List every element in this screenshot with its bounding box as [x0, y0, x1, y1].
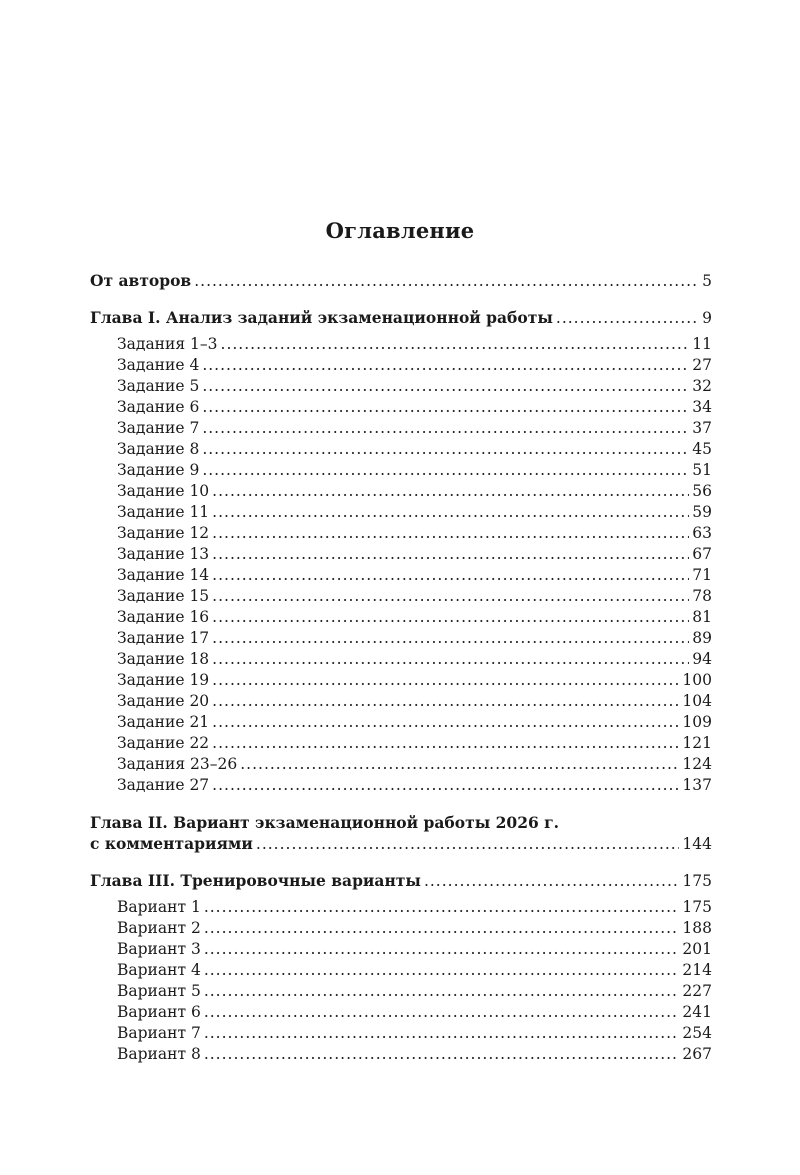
- toc-entry-label: Задание 22: [117, 734, 210, 752]
- toc-entry-label: Вариант 1: [117, 898, 201, 916]
- toc-entry-page: 37: [692, 419, 712, 437]
- toc-entry[interactable]: [90, 712, 712, 733]
- toc-entry-label: Задание 4: [117, 356, 200, 374]
- dot-leader: [204, 897, 680, 918]
- toc-entry-page: 63: [692, 524, 712, 542]
- toc-entry-label: Задание 13: [117, 545, 210, 563]
- toc-entry-label: Вариант 4: [117, 961, 201, 979]
- page-title: Оглавление: [325, 218, 475, 243]
- dot-leader: [256, 834, 680, 855]
- toc-chapter-page: 175: [682, 872, 712, 890]
- toc-chapter-page: 144: [682, 835, 712, 853]
- toc-entry[interactable]: [90, 754, 712, 775]
- toc-entry-label: Задание 18: [117, 650, 210, 668]
- toc-entry[interactable]: [90, 439, 712, 460]
- toc-entry[interactable]: [90, 607, 712, 628]
- toc-entry-label: Задание 12: [117, 524, 210, 542]
- toc-entry-page: 137: [682, 776, 712, 794]
- toc-entry-page: 267: [682, 1045, 712, 1063]
- toc-entry[interactable]: [90, 628, 712, 649]
- dot-leader: [194, 271, 699, 292]
- toc-entry-page: 254: [682, 1024, 712, 1042]
- toc-entry-page: 241: [682, 1003, 712, 1021]
- toc-entry-label: Задание 16: [117, 608, 210, 626]
- toc-entry-page: 227: [682, 982, 712, 1000]
- toc-entry-label: Задание 19: [117, 671, 210, 689]
- toc-entry[interactable]: [90, 1044, 712, 1065]
- toc-entry-label: Задание 10: [117, 482, 210, 500]
- toc-entry[interactable]: [90, 918, 712, 939]
- dot-leader: [212, 586, 689, 607]
- toc-entry[interactable]: [90, 1023, 712, 1044]
- dot-leader: [221, 334, 690, 355]
- dot-leader: [204, 1023, 680, 1044]
- toc-entry-page: 27: [692, 356, 712, 374]
- toc-entry-page: 45: [692, 440, 712, 458]
- dot-leader: [212, 670, 679, 691]
- toc-entry-page: 94: [692, 650, 712, 668]
- toc-chapter-label: с комментариями: [90, 834, 253, 853]
- toc-entry[interactable]: [90, 691, 712, 712]
- toc-entry-label: Вариант 8: [117, 1045, 201, 1063]
- toc-chapter-page: 9: [702, 309, 712, 327]
- toc-entry[interactable]: [90, 397, 712, 418]
- dot-leader: [202, 397, 689, 418]
- toc-entry-page: 67: [692, 545, 712, 563]
- toc-entry-label: Задание 7: [117, 419, 200, 437]
- dot-leader: [212, 481, 689, 502]
- toc-entry-label: От авторов: [90, 271, 192, 290]
- toc-entry-page: 51: [692, 461, 712, 479]
- chapter-1-items: [90, 334, 712, 796]
- toc-entry-page: 104: [682, 692, 712, 710]
- toc-entry-page: 100: [682, 671, 712, 689]
- toc-entry-label: Вариант 7: [117, 1024, 201, 1042]
- toc-entry-label: Вариант 2: [117, 919, 201, 937]
- toc-chapter-label: Глава I. Анализ заданий экзаменационной работы: [90, 308, 553, 327]
- toc-chapter-2[interactable]: [90, 833, 712, 854]
- toc-entry[interactable]: [90, 981, 712, 1002]
- toc-entry-page: 56: [692, 482, 712, 500]
- toc-entry[interactable]: [90, 586, 712, 607]
- dot-leader: [204, 1044, 680, 1065]
- toc-entry-label: Задания 23–26: [117, 755, 238, 773]
- toc-entry-page: 214: [682, 961, 712, 979]
- toc-entry-label: Задание 14: [117, 566, 210, 584]
- toc-entry[interactable]: [90, 376, 712, 397]
- toc-entry-label: Задание 27: [117, 776, 210, 794]
- toc-entry[interactable]: [90, 939, 712, 960]
- dot-leader: [204, 939, 680, 960]
- toc-chapter-3[interactable]: [90, 870, 712, 891]
- toc-entry[interactable]: [90, 897, 712, 918]
- dot-leader: [212, 691, 679, 712]
- toc-chapter-label: Глава III. Тренировочные варианты: [90, 871, 421, 890]
- toc-entry-label: Задание 21: [117, 713, 210, 731]
- toc-entry-label: Задание 15: [117, 587, 210, 605]
- dot-leader: [240, 754, 679, 775]
- dot-leader: [202, 355, 689, 376]
- toc-entry[interactable]: [90, 523, 712, 544]
- toc-entry-page: 175: [682, 898, 712, 916]
- toc-entry-page: 78: [692, 587, 712, 605]
- toc-entry[interactable]: [90, 670, 712, 691]
- toc-entry-label: Задание 20: [117, 692, 210, 710]
- toc-entry-page: 81: [692, 608, 712, 626]
- toc-entry[interactable]: [90, 334, 712, 355]
- toc-entry[interactable]: [90, 460, 712, 481]
- toc-entry-label: Задание 17: [117, 629, 210, 647]
- toc-entry-label: Вариант 6: [117, 1003, 201, 1021]
- dot-leader: [212, 775, 679, 796]
- toc-entry-label: Вариант 5: [117, 982, 201, 1000]
- toc-entry-label: Задание 6: [117, 398, 200, 416]
- toc-entry[interactable]: [90, 733, 712, 754]
- toc-entry[interactable]: [90, 649, 712, 670]
- toc-entry-page: 32: [692, 377, 712, 395]
- toc-entry-page: 11: [692, 335, 712, 353]
- dot-leader: [212, 544, 689, 565]
- dot-leader: [424, 871, 679, 892]
- toc-entry[interactable]: [90, 544, 712, 565]
- chapter-3-items: [90, 897, 712, 1065]
- dot-leader: [204, 960, 680, 981]
- toc-entry[interactable]: [90, 1002, 712, 1023]
- dot-leader: [202, 376, 689, 397]
- toc-entry-label: Задание 9: [117, 461, 200, 479]
- toc-entry-page: 89: [692, 629, 712, 647]
- dot-leader: [202, 460, 689, 481]
- dot-leader: [212, 607, 689, 628]
- toc-entry-label: Задание 11: [117, 503, 210, 521]
- toc-entry[interactable]: [90, 565, 712, 586]
- toc-chapter-2-line1[interactable]: Глава II. Вариант экзаменационной работы 2026 г.: [90, 813, 560, 832]
- toc-entry-label: Задания 1–3: [117, 335, 218, 353]
- toc-chapter-1[interactable]: [90, 307, 712, 328]
- toc-entry-page: 109: [682, 713, 712, 731]
- dot-leader: [204, 918, 680, 939]
- dot-leader: [556, 308, 699, 329]
- dot-leader: [212, 733, 679, 754]
- toc-entry-page: 5: [702, 272, 712, 290]
- toc-entry-page: 188: [682, 919, 712, 937]
- dot-leader: [212, 502, 689, 523]
- toc-entry-page: 124: [682, 755, 712, 773]
- toc-entry[interactable]: [90, 775, 712, 796]
- dot-leader: [212, 628, 689, 649]
- toc-entry-authors[interactable]: [90, 270, 712, 291]
- toc-entry-page: 59: [692, 503, 712, 521]
- toc-entry-page: 121: [682, 734, 712, 752]
- dot-leader: [202, 418, 689, 439]
- toc-entry[interactable]: [90, 502, 712, 523]
- dot-leader: [204, 981, 680, 1002]
- toc-entry-page: 34: [692, 398, 712, 416]
- dot-leader: [212, 649, 689, 670]
- toc-entry[interactable]: [90, 481, 712, 502]
- toc-entry-label: Задание 8: [117, 440, 200, 458]
- dot-leader: [212, 565, 689, 586]
- toc-entry-label: Задание 5: [117, 377, 200, 395]
- dot-leader: [212, 523, 689, 544]
- dot-leader: [202, 439, 689, 460]
- toc-entry[interactable]: [90, 418, 712, 439]
- dot-leader: [204, 1002, 680, 1023]
- toc-entry[interactable]: [90, 960, 712, 981]
- toc-entry-page: 201: [682, 940, 712, 958]
- table-of-contents: [90, 270, 712, 1065]
- toc-entry-label: Вариант 3: [117, 940, 201, 958]
- toc-entry-page: 71: [692, 566, 712, 584]
- toc-entry[interactable]: [90, 355, 712, 376]
- dot-leader: [212, 712, 679, 733]
